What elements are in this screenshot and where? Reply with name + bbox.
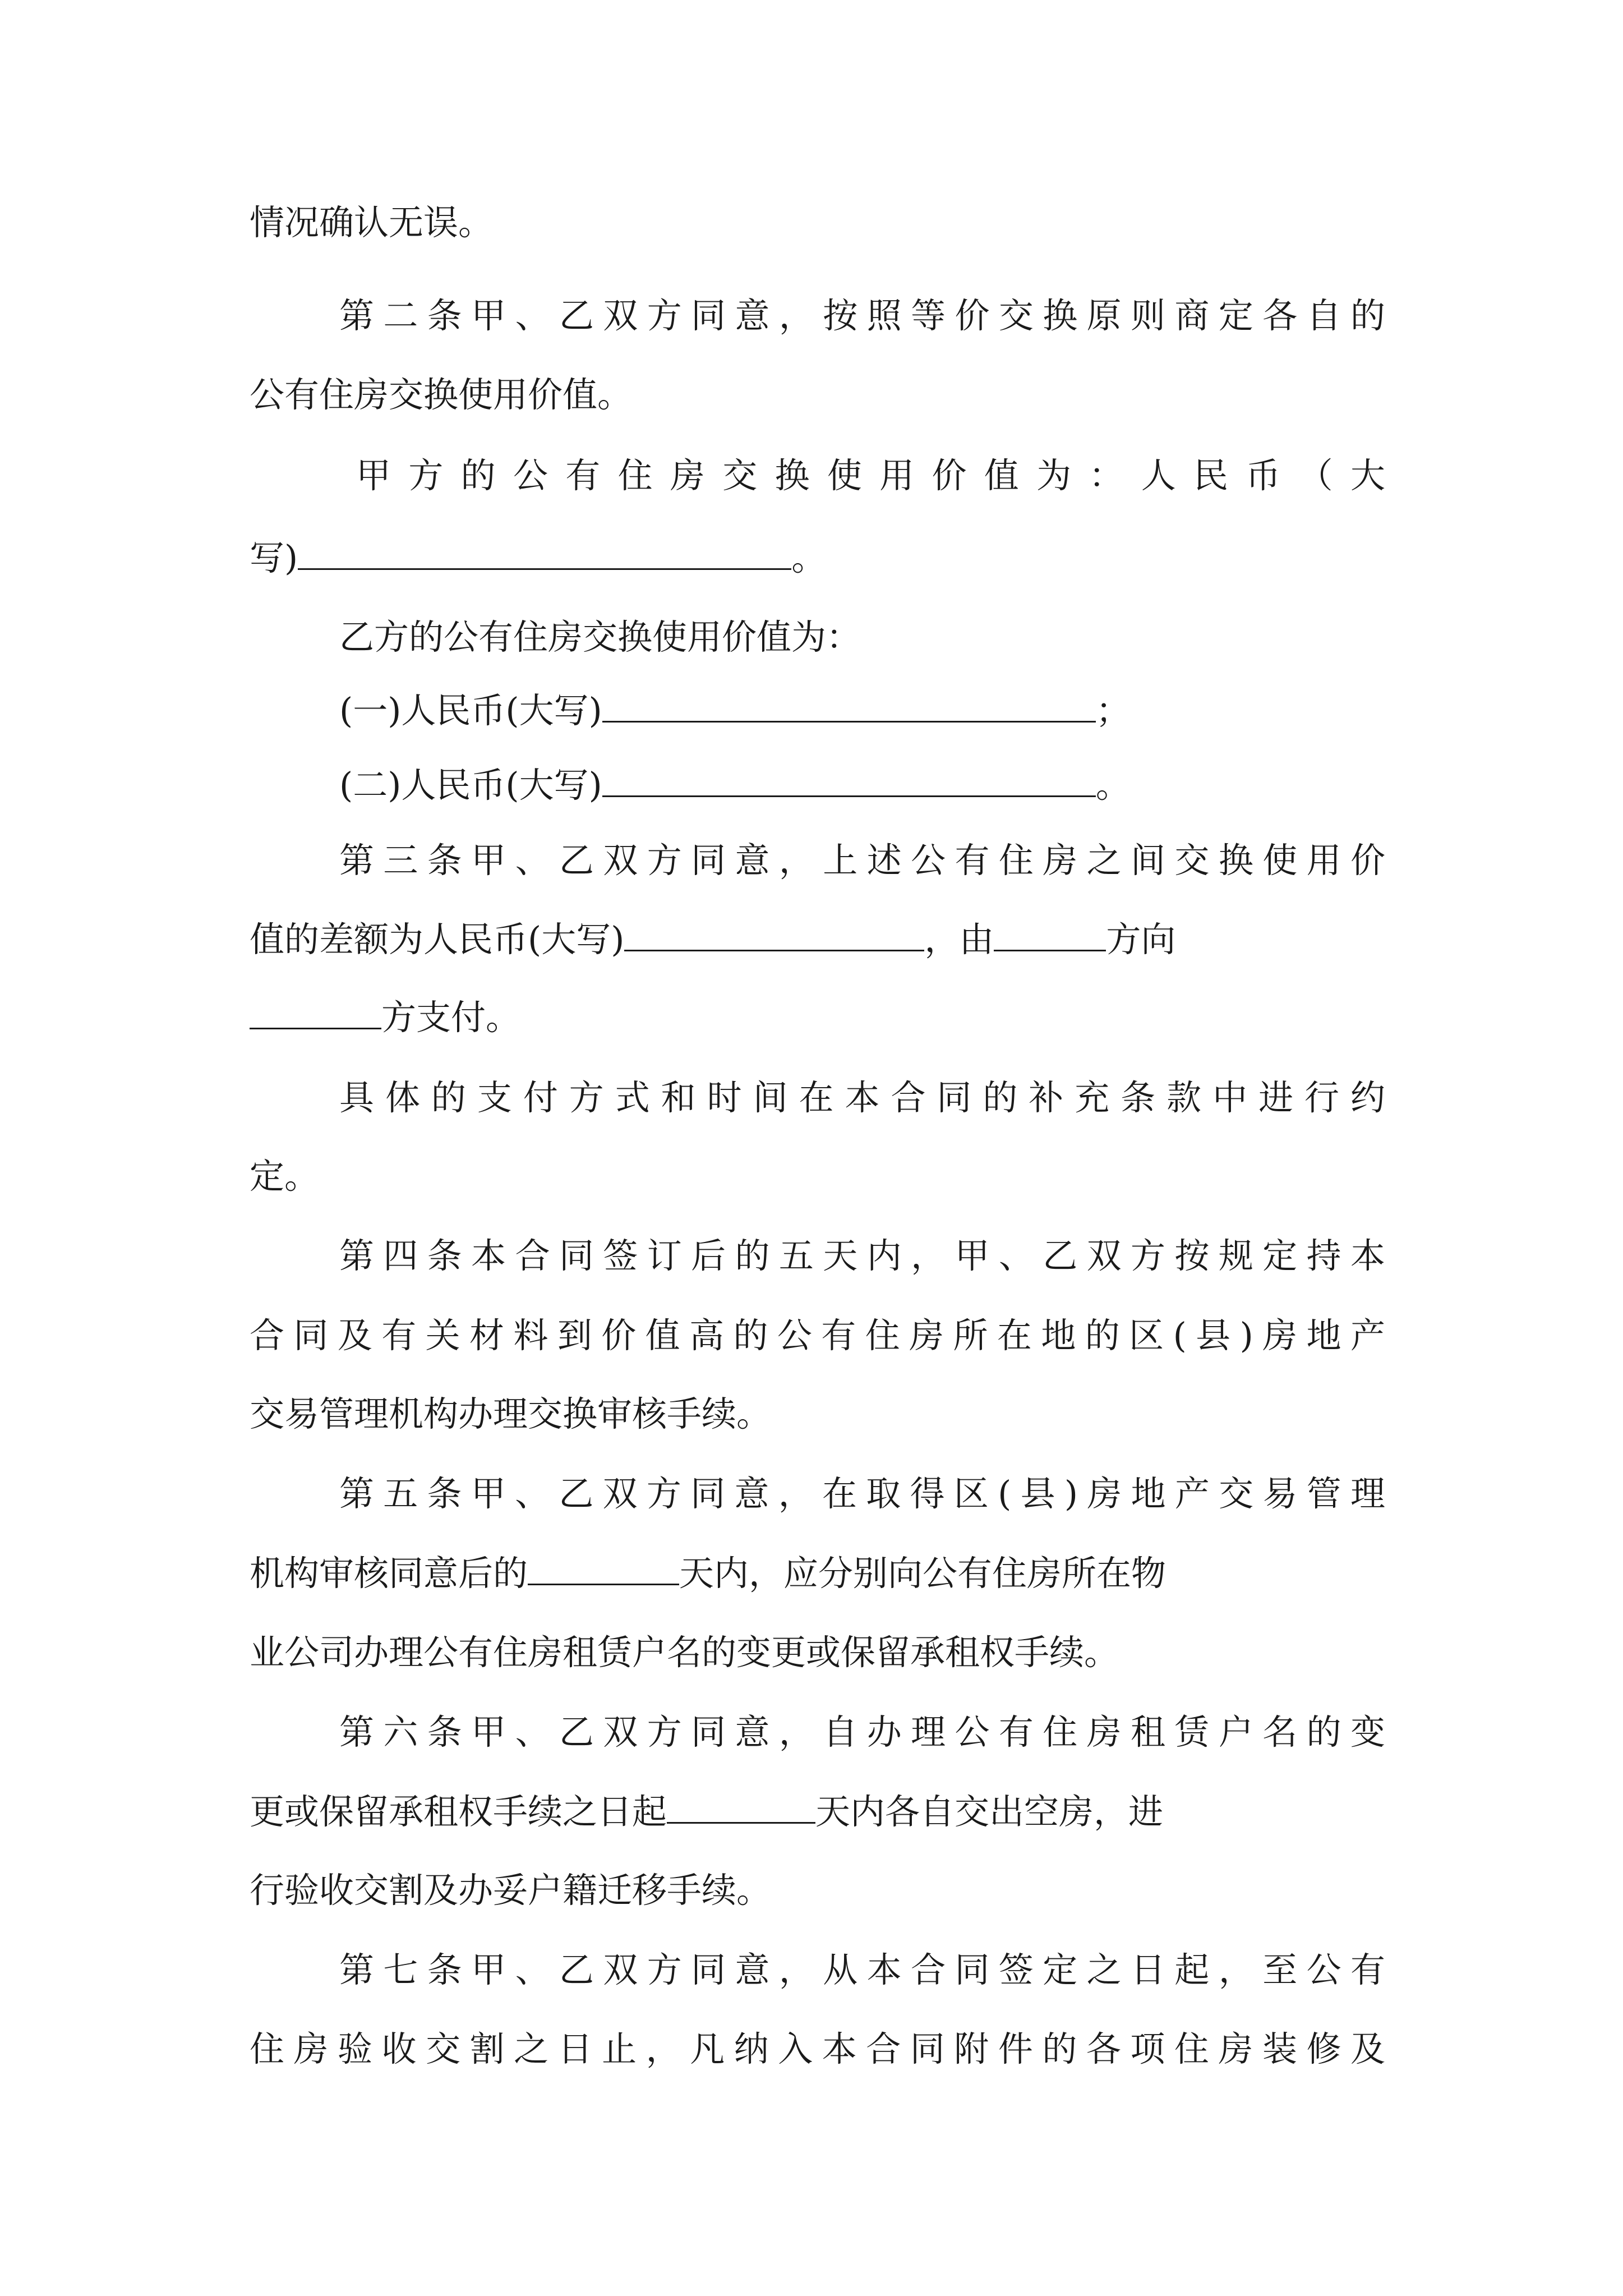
line-text: 。: [791, 537, 827, 578]
line-text: 具体的支付方式和时间在本合同的补充条款中进行约: [339, 1077, 1385, 1118]
line-text: 乙方的公有住房交换使用价值为：: [339, 616, 861, 657]
text-line: [250, 1381, 1385, 1448]
line-text: 机构审核同意后的: [250, 1553, 528, 1594]
line-text: 合同及有关材料到价值高的公有住房所在地的区(县)房地产: [250, 1315, 1385, 1356]
line-text: 第二条甲、乙双方同意，按照等价交换原则商定各自的: [339, 295, 1385, 336]
fill-in-blank[interactable]: [250, 988, 381, 1029]
line-text: 住房验收交割之日止，凡纳入本合同附件的各项住房装修及: [250, 2028, 1385, 2069]
text-line: [339, 1936, 1385, 2004]
text-line: [339, 1222, 1385, 1290]
line-text: 业公司办理公有住房租赁户名的变更或保留承租权手续。: [250, 1632, 1119, 1673]
text-line: [250, 906, 1385, 973]
line-text: 更或保留承租权手续之日起: [250, 1791, 667, 1832]
text-line: [339, 827, 1385, 894]
line-text: 公有住房交换使用价值。: [250, 374, 633, 415]
fill-in-blank[interactable]: [624, 910, 924, 951]
text-line: [250, 189, 1385, 256]
text-line: [250, 984, 1385, 1051]
fill-in-blank[interactable]: [994, 910, 1106, 951]
text-line: [339, 1460, 1385, 1527]
line-text: 情况确认无误。: [250, 202, 494, 243]
text-line: [250, 1143, 1385, 1210]
line-text: 方向: [1106, 919, 1176, 960]
text-line: [250, 1857, 1385, 1924]
fill-in-blank[interactable]: [602, 682, 1096, 723]
text-line: [339, 1064, 1385, 1131]
line-text: 。: [1095, 765, 1131, 806]
line-text: 第四条本合同签订后的五天内，甲、乙双方按规定持本: [339, 1235, 1385, 1276]
text-line: [250, 361, 1385, 429]
line-text: 值的差额为人民币(大写): [250, 919, 625, 960]
line-text: 交易管理机构办理交换审核手续。: [250, 1393, 772, 1434]
text-line: [356, 442, 1385, 509]
line-text: 第五条甲、乙双方同意，在取得区(县)房地产交易管理: [339, 1473, 1385, 1514]
fill-in-blank[interactable]: [602, 756, 1096, 797]
text-line: [339, 752, 1385, 819]
line-text: 甲方的公有住房交换使用价值为：人民币（大: [356, 455, 1385, 496]
fill-in-blank[interactable]: [667, 1783, 815, 1824]
line-text: 行验收交割及办妥户籍迁移手续。: [250, 1870, 772, 1911]
text-line: [339, 282, 1385, 349]
line-text: (二)人民币(大写): [339, 765, 602, 806]
line-text: 方支付。: [381, 997, 521, 1038]
text-line: [339, 604, 1385, 671]
line-text: 第六条甲、乙双方同意，自办理公有住房租赁户名的变: [339, 1711, 1385, 1752]
line-text: 天内，应分别向公有住房所在物: [679, 1553, 1166, 1594]
text-line: [339, 677, 1385, 744]
line-text: 第七条甲、乙双方同意，从本合同签定之日起，至公有: [339, 1949, 1385, 1990]
line-text: 写): [250, 537, 298, 578]
line-text: 第三条甲、乙双方同意，上述公有住房之间交换使用价: [339, 840, 1385, 881]
text-line: [250, 1540, 1385, 1607]
text-line: [250, 1778, 1385, 1846]
text-line: [250, 1619, 1385, 1686]
text-line: [339, 1699, 1385, 1766]
fill-in-blank[interactable]: [528, 1544, 679, 1585]
text-line: [250, 2016, 1385, 2083]
text-line: [250, 524, 1385, 592]
line-text: ，由: [924, 919, 994, 960]
text-line: [250, 1302, 1385, 1369]
line-text: ；: [1095, 690, 1131, 731]
line-text: 天内各自交出空房，进: [815, 1791, 1164, 1832]
line-text: 定。: [250, 1156, 320, 1197]
fill-in-blank[interactable]: [298, 529, 791, 570]
line-text: (一)人民币(大写): [339, 690, 602, 731]
